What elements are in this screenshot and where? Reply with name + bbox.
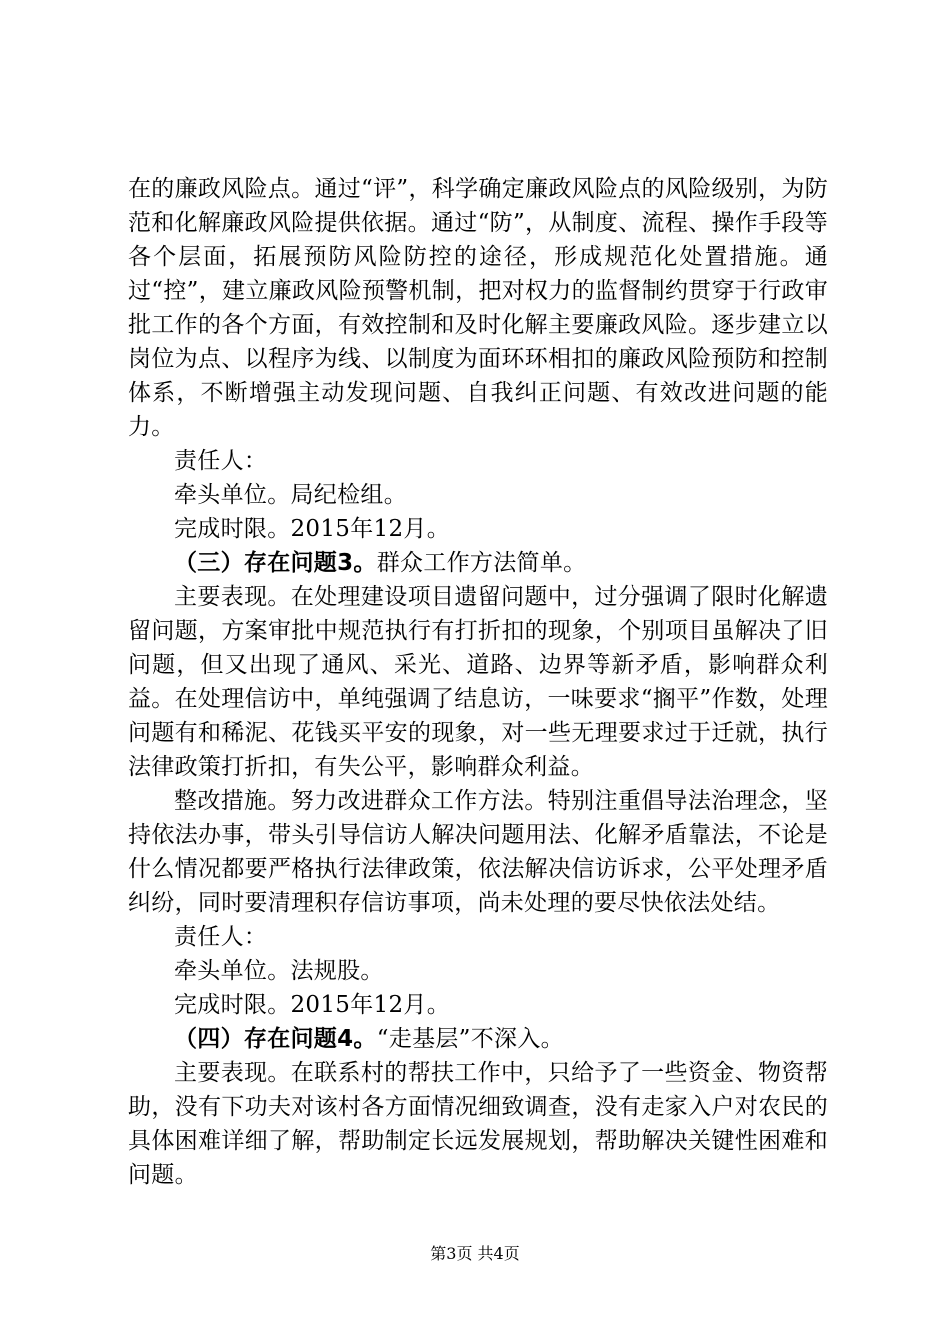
paragraph-rectification-3: 整改措施。努力改进群众工作方法。特别注重倡导法治理念，坚持依法办事，带头引导信访人解决问题用法、化解矛盾靠法，不论是什么情况都要严格执行法律政策，依法解决信访诉求，公平处理矛盾纠纷，同时要清理积存信访事项，尚未处理的要尽快依法处结。 bbox=[128, 788, 828, 916]
page-footer bbox=[0, 1244, 950, 1264]
section-heading-3-rest: 群众工作方法简单。 bbox=[376, 550, 587, 576]
section-heading-3-bold: （三）存在问题3。 bbox=[174, 550, 377, 576]
paragraph-continued-risk-control: 在的廉政风险点。通过“评”，科学确定廉政风险点的风险级别，为防范和化解廉政风险提供依据。通过“防”，从制度、流程、操作手段等各个层面，拓展预防风险防控的途径，形成规范化处置措施。通过“控”，建立廉政风险预警机制，把对权力的监督制约贯穿于行政审批工作的各个方面，有效控制和及时化解主要廉政风险。逐步建立以岗位为点、以程序为线、以制度为面环环相扣的廉政风险预防和控制体系，不断增强主动发现问题、自我纠正问题、有效改进问题的能力。 bbox=[128, 176, 828, 440]
paragraph-responsible-person-1: 责任人： bbox=[174, 448, 268, 474]
paragraph-main-manifestation-3: 主要表现。在处理建设项目遗留问题中，过分强调了限时化解遗留问题，方案审批中规范执行有打折扣的现象，个别项目虽解决了旧问题，但又出现了通风、采光、道路、边界等新矛盾，影响群众利益。在处理信访中，单纯强调了结息访，一味要求“搁平”作数，处理问题有和稀泥、花钱买平安的现象，对一些无理要求过于迁就，执行法律政策打折扣，有失公平，影响群众利益。 bbox=[128, 584, 828, 780]
section-heading-4 bbox=[128, 1022, 828, 1056]
section-heading-3 bbox=[128, 546, 828, 580]
paragraph-lead-unit-2: 牵头单位。法规股。 bbox=[174, 958, 384, 984]
paragraph-main-manifestation-4: 主要表现。在联系村的帮扶工作中，只给予了一些资金、物资帮助，没有下功夫对该村各方面情况细致调查，没有走家入户对农民的具体困难详细了解，帮助制定长远发展规划，帮助解决关键性困难和问题。 bbox=[128, 1060, 828, 1188]
page-number-label: 第3页 共4页 bbox=[430, 1244, 520, 1263]
paragraph-lead-unit-1: 牵头单位。局纪检组。 bbox=[174, 482, 407, 508]
paragraph-responsible-person-2: 责任人： bbox=[174, 924, 268, 950]
paragraph-deadline-2: 完成时限。2015年12月。 bbox=[174, 992, 450, 1018]
document-body bbox=[128, 172, 828, 1192]
section-heading-4-bold: （四）存在问题4。 bbox=[174, 1026, 377, 1052]
section-heading-4-rest: “走基层”不深入。 bbox=[376, 1026, 564, 1052]
paragraph-deadline-1: 完成时限。2015年12月。 bbox=[174, 516, 450, 542]
